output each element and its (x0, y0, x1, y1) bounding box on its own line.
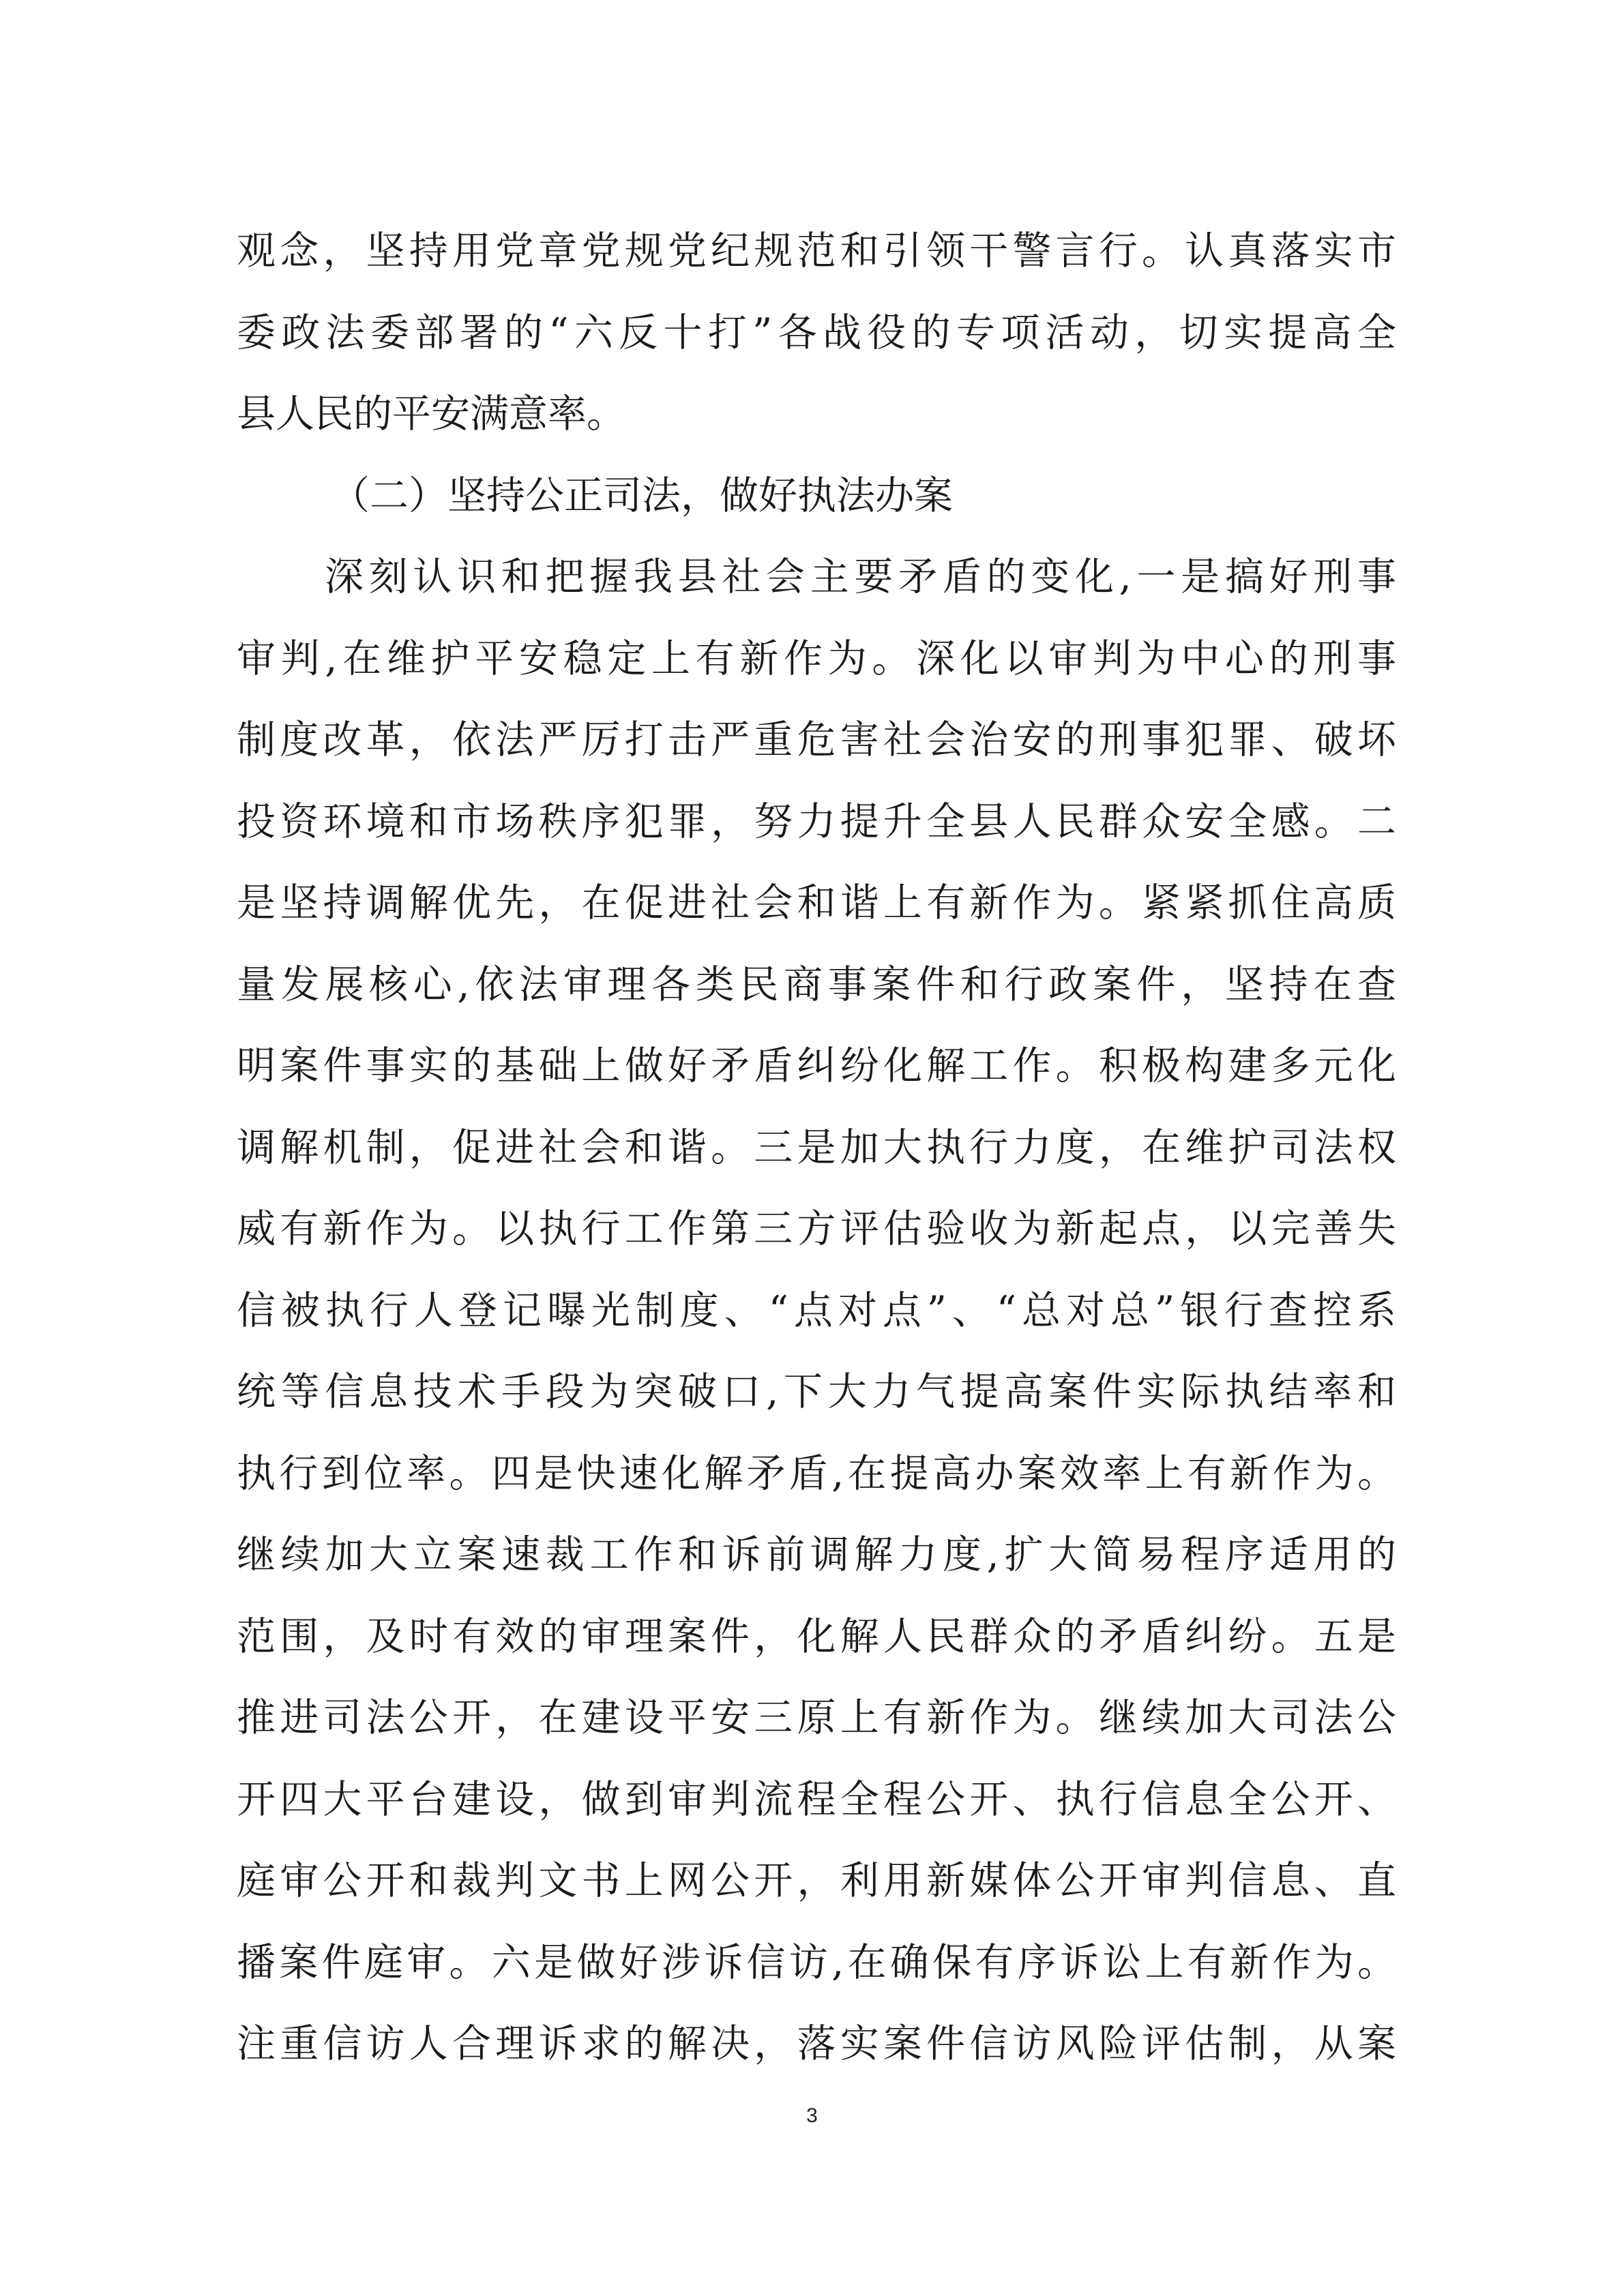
text-line: 注重信访人合理诉求的解决，落实案件信访风险评估制，从案 (237, 2021, 1396, 2066)
text-line: 县人民的平安满意率。 (237, 391, 625, 436)
text-line: 继续加大立案速裁工作和诉前调解力度,扩大简易程序适用的 (237, 1532, 1396, 1577)
text-line: 量发展核心,依法审理各类民商事案件和行政案件，坚持在查 (237, 961, 1396, 1007)
text-line: 明案件事实的基础上做好矛盾纠纷化解工作。积极构建多元化 (237, 1043, 1396, 1088)
text-line: 审判,在维护平安稳定上有新作为。深化以审判为中心的刑事 (237, 636, 1396, 681)
section-heading: （二）坚持公正司法，做好执法办案 (331, 473, 953, 518)
text-line: 范围，及时有效的审理案件，化解人民群众的矛盾纠纷。五是 (237, 1613, 1396, 1659)
page-number: 3 (806, 2104, 818, 2127)
text-line: 推进司法公开，在建设平安三原上有新作为。继续加大司法公 (237, 1695, 1396, 1740)
text-line: 调解机制，促进社会和谐。三是加大执行力度，在维护司法权 (237, 1124, 1396, 1170)
text-line: 播案件庭审。六是做好涉诉信访,在确保有序诉讼上有新作为。 (237, 1939, 1396, 1985)
text-line: 威有新作为。以执行工作第三方评估验收为新起点，以完善失 (237, 1206, 1396, 1251)
text-line: 委政法委部署的“六反十打”各战役的专项活动，切实提高全 (237, 310, 1396, 355)
text-line: 统等信息技术手段为突破口,下大力气提高案件实际执结率和 (237, 1369, 1396, 1414)
body-text (237, 211, 1396, 2085)
text-line: 制度改革，依法严厉打击严重危害社会治安的刑事犯罪、破坏 (237, 717, 1396, 762)
text-line: 是坚持调解优先，在促进社会和谐上有新作为。紧紧抓住高质 (237, 880, 1396, 925)
text-line: 执行到位率。四是快速化解矛盾,在提高办案效率上有新作为。 (237, 1450, 1396, 1496)
text-line: 投资环境和市场秩序犯罪，努力提升全县人民群众安全感。二 (237, 799, 1396, 844)
text-line: 信被执行人登记曝光制度、“点对点”、“总对总”银行查控系 (237, 1287, 1396, 1333)
text-line: 观念，坚持用党章党规党纪规范和引领干警言行。认真落实市 (237, 228, 1396, 273)
paragraph-first-line: 深刻认识和把握我县社会主要矛盾的变化,一是搞好刑事 (325, 554, 1396, 599)
text-line: 庭审公开和裁判文书上网公开，利用新媒体公开审判信息、直 (237, 1858, 1396, 1903)
text-line: 开四大平台建设，做到审判流程全程公开、执行信息全公开、 (237, 1776, 1396, 1822)
